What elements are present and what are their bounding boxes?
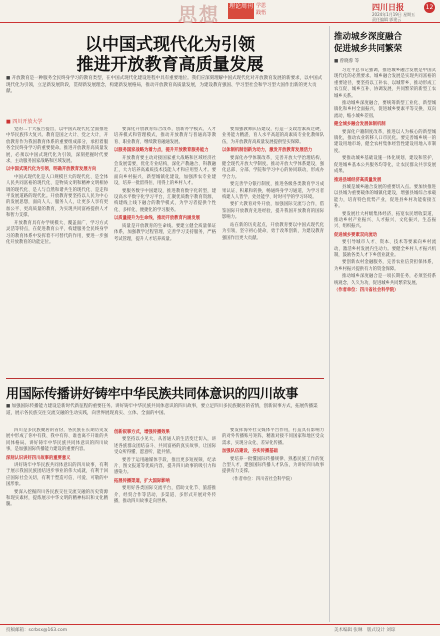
paragraph: 要深入挖掘四川各民族交往交流交融的历史资源和现实素材，提炼展示中华文明的精神标识和文化精髓。 [6, 489, 108, 508]
masthead [0, 0, 440, 26]
article1-column-1 [6, 127, 108, 375]
article1-column-2 [114, 127, 216, 375]
paragraph: 要加强教师队伍建设，打造一支政治素质过硬、业务能力精湛、育人水平高超的高素质专业化教师队伍，为开放教育高质量发展提供坚实保障。 [222, 127, 324, 145]
article1-author: ■ 四川开放大学 [6, 119, 43, 125]
sidebar-author: ■ 曾晓蓉 等 [334, 59, 360, 64]
article2-title: 用国际传播讲好铸牢中华民族共同体意识的四川故事 [6, 387, 299, 402]
section-heading: 以中国式现代化为引领，明确开放教育发展方向 [6, 167, 97, 173]
editor-line: 责任编辑 郭建云 [372, 17, 402, 22]
paragraph: 要深化户籍制度改革，推进以人为核心的新型城镇化，推动农业转移人口市民化。要完善城乡统一的建设用地市场，健全农村集体经营性建设用地入市制度。 [334, 129, 436, 154]
article1-title-line2: 推进开放教育高质量发展 [76, 55, 264, 75]
article1-column-3 [222, 127, 324, 375]
paragraph: 要创新农村金融服务，完善农业信贷担保体系，为乡村振兴提供有力的资金保障。 [334, 260, 436, 272]
section-heading: 加强队伍建设，夯实传播基础 [222, 449, 278, 455]
paragraph: 习近平总书记强调，推进城乡融合发展是中国式现代化的必然要求。城乡融合发展是实现共同富裕的重要途径，要坚持以工补农、以城带乡，推动形成工农互促、城乡互补、协调发展、共同繁荣的新型工农城乡关系。 [334, 68, 436, 99]
paragraph: （作者单位：四川省社会科学院） [230, 476, 295, 482]
article2-abstract: ■ 加强国际传播能力建设是新时代新征程的重要任务。讲好铸牢中华民族共同体意识的四川故事，要立足四川多民族聚居的省情，创新叙事方式，拓展传播渠道，展示各民族交往交流交融的生动实践，向世界展现真实、立体、全面的中国。 [6, 404, 318, 416]
paragraph: 要推动城乡基础设施一体化规划、建设和管护，促进城乡基本公共服务均等化，让农民群众共享发展成果。 [334, 156, 436, 175]
section-heading: 拓展传播渠道，扩大国际影响 [114, 478, 170, 484]
article2-column-2 [114, 428, 216, 620]
sidebar-title-line1: 推动城乡深度融合 [334, 32, 403, 42]
paragraph: 要发展壮大村级集体经济，拓宽农民增收渠道，推动乡村产业振兴、人才振兴、文化振兴、生态振兴、组织振兴。 [334, 211, 436, 230]
footer-editors: 美术编辑 张琳 版式设计 刘琼 [334, 628, 396, 633]
sidebar-divider [329, 26, 330, 622]
article1-title-line1: 以中国式现代化为引领 [85, 35, 255, 55]
paragraph: 要坚持以小见大，从普通人的生活变迁切入，讲述各族群众团结奋斗、共同富裕的真实故事，让国际受众听得懂、愿意听、能共情。 [114, 437, 216, 456]
section-heading: 以服务国家战略为着力点，提升开放教育服务能力 [114, 148, 209, 154]
section-title: 思想 [178, 4, 221, 26]
section-heading: 推进县域经济高质量发展 [334, 177, 382, 183]
paragraph: 要完善学分银行制度，推进各级各类教育学习成果认证、积累和转换，畅通终身学习通道，为学习者构建人人皆学、处处能学、时时可学的学习环境。 [222, 182, 324, 201]
paragraph: 党的二十大报告提出，以中国式现代化全面推进中华民族伟大复兴。教育是国之大计、党之大计，开放教育作为我国教育体系的重要组成部分，承担着服务全民终身学习的重要使命。推进开放教育高质量发展，必须以中国式现代化为引领，深刻把握时代要求，主动服务国家战略和区域发展。 [6, 127, 108, 165]
paragraph: 要发挥海外社交媒体平台作用，打造具有影响力的对外传播账号矩阵，精准对接不同国家和地区受众需求，实现分众化、差异化传播。 [222, 428, 324, 446]
section-heading: 健全城乡融合发展体制机制 [334, 122, 386, 128]
section-sublabel: 学思践悟 [256, 3, 267, 16]
paragraph: 要扩大教育对外开放，加强国际交流与合作，借鉴国际开放教育先进经验，提升我国开放教育的国际影响力。 [222, 202, 324, 221]
paragraph: 讲好铸牢中华民族共同体意识的四川故事，有利于展示我国民族团结进步事业的伟大成就，有利于回应国际社会关切，有利于塑造可信、可爱、可敬的中国形象。 [6, 463, 108, 488]
paragraph: 开放教育具有办学规模大、覆盖面广、学习方式灵活等特点，在促进教育公平、构建服务全民终身学习的教育体系中发挥着不可替代的作用，要进一步强化开放教育的功能定位。 [6, 220, 108, 245]
date-line: 2024年1月19日 星期五 [372, 12, 416, 17]
section-heading: 深刻认识讲好四川故事的重要意义 [6, 455, 71, 461]
paragraph: 要善于运用融媒体手段，推出更多短视频、纪录片、图文报道等优质内容，提升四川故事的吸引力和感染力。 [114, 457, 216, 476]
paragraph: 要引导城市人才、资本、技术等要素向乡村流动，激活乡村发展内生动力。要健全乡村人才振兴机制，鼓励各类人才下乡创业就业。 [334, 240, 436, 258]
page-footer [0, 624, 440, 636]
sidebar-column [334, 68, 436, 620]
article2-column-1 [6, 428, 108, 620]
paragraph: 站在新的历史起点，开放教育要以中国式现代化为引领，坚守初心使命，勇于改革创新，为建设教育强国作出更大贡献。 [222, 222, 324, 241]
paragraph: 要用好各类国际交流平台，借助文化节、旅游推介、经贸合作等活动，多渠道、多形式开展对外传播，推动四川故事走向世界。 [114, 486, 216, 505]
paragraph: 质量是开放教育的生命线。要建立健全质量保证体系，加强教学过程管理，完善学习支持服务，严格考试管理，提升人才培养质量。 [114, 223, 216, 242]
footer-contact: 投稿邮箱：scrbsx@163.com [6, 628, 68, 633]
page-number: 12 [425, 4, 434, 11]
paragraph: 要深化开放教育综合改革，创新办学模式、人才培养模式和管理模式，推动开放教育与普通高等教育、职业教育、继续教育融通发展。 [114, 127, 216, 145]
masthead-meta [372, 12, 415, 22]
paper-name: 四川日报 [372, 2, 404, 12]
paragraph: 推动城乡深度融合，要统筹新型工业化、新型城镇化和乡村全面振兴，促进城乡要素平等交换、双向流动，缩小城乡差别。 [334, 101, 436, 119]
section-heading: 创新叙事方式，增强传播效果 [114, 430, 170, 435]
article2-column-3 [222, 428, 324, 620]
section-heading: 以体制机制创新为动力，激发开放教育发展活力 [222, 148, 313, 154]
section-heading: 以质量提升为生命线，推动开放教育内涵发展 [114, 216, 200, 222]
section-heading: 促进城乡要素双向流动 [334, 232, 377, 238]
author-note: （作者单位：四川省社会科学院） [334, 288, 399, 293]
sidebar-title-line2: 促进城乡共同繁荣 [334, 44, 403, 54]
section-box: 理论周刊 [228, 3, 254, 19]
paragraph: 四川是多民族聚居的省份，各民族在长期历史发展中形成了你中有我、我中有你、谁也离不开谁的共同体格局。讲好铸牢中华民族共同体意识的四川故事，是加强国际传播能力建设的重要内容。 [6, 428, 108, 453]
article-divider [6, 378, 324, 379]
paragraph: 要服务数字中国建设，推进教育数字化转型，建设高水平数字化学习平台，汇聚优质数字教育资源，构建线上线下融合的教学模式，为学习者提供个性化、多样化、便捷化的学习服务。 [114, 188, 216, 213]
paragraph: 要深化办学体制改革，完善开放大学治理结构，健全现代开放大学制度。推动开放大学体系建设，强化总部、分部、学院和学习中心的协同联动，形成办学合力。 [222, 155, 324, 180]
paragraph: 中国式现代化是人口规模巨大的现代化、是全体人民共同富裕的现代化、是物质文明和精神文明相协调的现代化、是人与自然和谐共生的现代化、是走和平发展道路的现代化。开放教育要坚持以人民为中心的发展思想，面向人人、服务人人，让更多人享有更加公平、更高质量的教育，为实现共同富裕提供人才和智力支撑。 [6, 174, 108, 219]
paragraph: 推动城乡深度融合是一项长期任务，必须坚持系统观念，久久为功，促进城乡共同繁荣发展。 [334, 274, 436, 286]
paragraph: 县城是城乡融合发展的重要切入点。要加快推进以县城为重要载体的城镇化建设，增强县城综合承载能力，培育特色优势产业，促进县乡村功能衔接互补。 [334, 184, 436, 210]
paragraph: 要培养一批懂国际传播规律、熟悉民族工作的复合型人才，建强国际传播人才队伍，为讲好四川故事提供有力支撑。 [222, 456, 324, 475]
paragraph: 开放教育要主动对接国家重大战略和区域经济社会发展需要，优化专业结构，深化产教融合、科教融汇，大力培养高素质技术技能人才和应用型人才。要面向乡村振兴、新型城镇化建设，加强涉农专业建设，培养一批留得住、用得上的乡村人才。 [114, 155, 216, 187]
article1-abstract: ■ 开放教育是一种服务全民终身学习的教育类型，在中国式现代化建设进程中具有重要地位。我们应深刻理解中国式现代化对开放教育发展的新要求，以中国式现代化为引领，立足新发展阶段，贯彻新发展理念，构建新发展格局，推动开放教育高质量发展，为建设教育强国、学习型社会和学习型大国作出新的更大贡献。 [6, 76, 323, 94]
